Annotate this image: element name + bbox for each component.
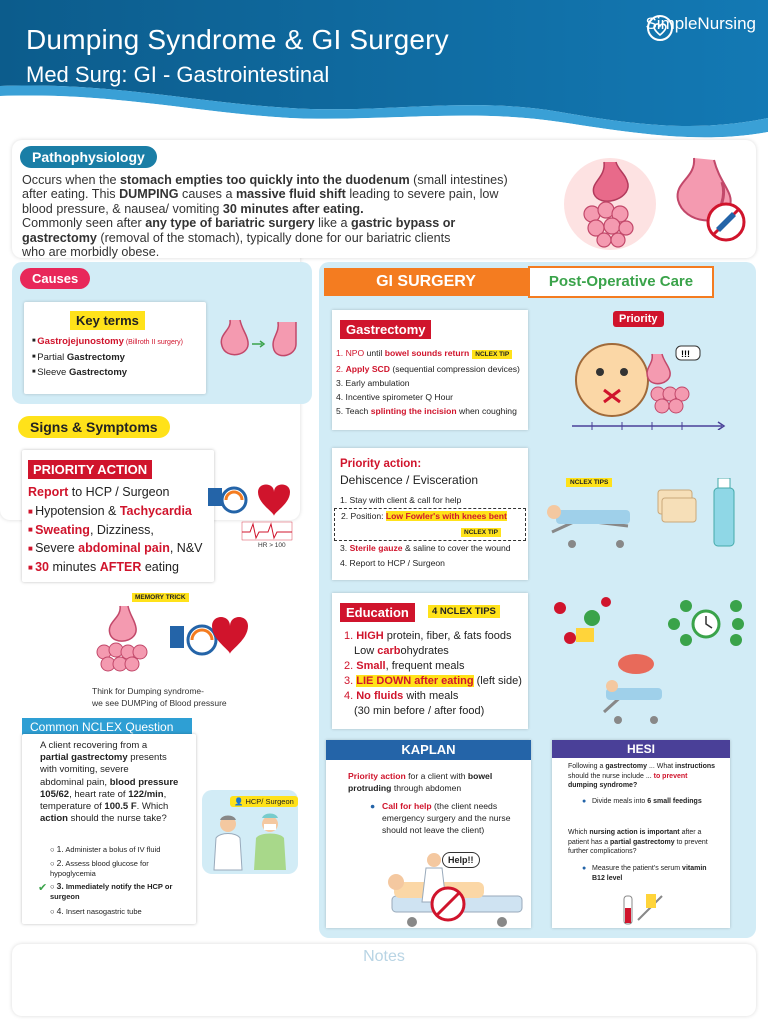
list-item: 3. Early ambulation bbox=[336, 378, 410, 389]
list-item: 4. No fluids with meals bbox=[344, 690, 459, 702]
list-item: ■ Hypotension & Tachycardia bbox=[28, 502, 203, 521]
food-clock-icon bbox=[546, 594, 746, 728]
dehiscence-subtitle: Dehiscence / Evisceration bbox=[340, 473, 479, 487]
symptom-list bbox=[28, 502, 203, 577]
notes-label: Notes bbox=[363, 948, 405, 965]
list-item: ■ Severe abdominal pain, N&V bbox=[28, 539, 203, 558]
brand bbox=[645, 14, 756, 34]
list-item: ■ Sleeve Gastrectomy bbox=[32, 365, 183, 380]
gastrectomy-title: Gastrectomy bbox=[340, 320, 431, 339]
hcp-surgeon-badge: 👤 HCP/ Surgeon bbox=[230, 796, 298, 807]
list-item: 1. Stay with client & call for help bbox=[340, 495, 462, 505]
nclex-question-title: Common NCLEX Question bbox=[22, 718, 192, 736]
dumping-bp-icon bbox=[90, 604, 250, 678]
list-item: Low carbohydrates bbox=[354, 645, 449, 657]
kaplan-card bbox=[326, 740, 531, 928]
hesi-card bbox=[552, 740, 730, 928]
hesi-answer-1: ● Divide meals into 6 small feedings bbox=[582, 798, 702, 805]
key-terms-title: Key terms bbox=[70, 311, 145, 330]
answer-option-2[interactable]: ○ 2. Assess blood glucose for hypoglycemia bbox=[50, 858, 149, 878]
dehiscence-title: Priority action: bbox=[340, 458, 422, 470]
npo-patient-icon bbox=[572, 330, 732, 430]
nclex-tips-badge: 4 NCLEX TIPS bbox=[428, 605, 500, 618]
low-fowler-bed-icon bbox=[542, 478, 742, 550]
list-item: ■ Partial Gastrectomy bbox=[32, 350, 183, 365]
doctors-icon bbox=[206, 812, 294, 872]
heart-logo-icon bbox=[645, 14, 675, 42]
hesi-answer-2: ● Measure the patient's serum vitamin B12 level bbox=[582, 865, 707, 882]
list-item: ■ 30 minutes AFTER eating bbox=[28, 558, 203, 577]
svg-text:!!!: !!! bbox=[681, 349, 690, 359]
page-title: Dumping Syndrome & GI Surgery bbox=[26, 24, 449, 55]
page-subtitle: Med Surg: GI - Gastrointestinal bbox=[26, 62, 330, 87]
causes-title: Causes bbox=[20, 268, 90, 289]
list-item: 1. HIGH protein, fiber, & fats foods bbox=[344, 630, 512, 642]
pathophysiology-title: Pathophysiology bbox=[20, 146, 157, 168]
header bbox=[0, 0, 768, 140]
gastrectomy-card bbox=[332, 310, 528, 430]
memory-trick-text: Think for Dumping syndrome- we see DUMPing of Blood pressure bbox=[92, 686, 227, 708]
list-item: 4. Incentive spirometer Q Hour bbox=[336, 392, 454, 403]
list-item: ■ Gastrojejunostomy (Billroth II surgery) bbox=[32, 334, 183, 350]
kaplan-question: Priority action for a client with bowel protruding through abdomen bbox=[348, 771, 493, 793]
list-item: ■ Sweating, Dizziness, bbox=[28, 521, 203, 540]
stomach-scalpel-icon bbox=[664, 154, 748, 250]
surgery-stomach-icon bbox=[214, 316, 310, 370]
help-speech-bubble: Help!! bbox=[442, 852, 480, 868]
nclex-tip-badge: NCLEX TIP bbox=[472, 350, 512, 359]
report-line: Report to HCP / Surgeon bbox=[28, 485, 170, 499]
answer-option-1[interactable]: ○ 1. Administer a bolus of IV fluid bbox=[50, 844, 161, 854]
list-item: 4. Report to HCP / Surgeon bbox=[340, 558, 445, 568]
kaplan-answer: ● Call for help (the client needs emergency surgery and the nurse should not leave the client) bbox=[370, 801, 511, 835]
priority-action-title: PRIORITY ACTION bbox=[28, 460, 152, 479]
education-card bbox=[332, 593, 528, 729]
kaplan-title: KAPLAN bbox=[326, 740, 531, 760]
list-item: 2. Apply SCD (sequential compression devices) bbox=[336, 364, 520, 375]
list-item: (30 min before / after food) bbox=[354, 705, 485, 717]
priority-action-card bbox=[22, 450, 214, 582]
list-item: 2. Position: Low Fowler's with knees bent NCLEX TIP bbox=[334, 508, 526, 541]
list-item: 3. Sterile gauze & saline to cover the wound bbox=[340, 543, 511, 553]
list-item: 1. NPO until bowel sounds return NCLEX TIP bbox=[336, 346, 520, 362]
brand-name: SimpleNursing bbox=[645, 14, 756, 33]
notes-area[interactable] bbox=[12, 944, 756, 1016]
hesi-question-1: Following a gastrectomy ... What instructions should the nurse include ... to prevent dumping syndrome? bbox=[568, 763, 716, 789]
heart-rate-label: HR > 100 bbox=[258, 542, 286, 549]
blood-vial-icon bbox=[618, 890, 668, 926]
memory-trick-tag: MEMORY TRICK bbox=[132, 593, 189, 602]
key-terms-list bbox=[32, 334, 183, 380]
priority-label: Priority bbox=[613, 311, 664, 327]
post-op-care-title: Post-Operative Care bbox=[528, 266, 714, 298]
gastrectomy-list bbox=[336, 346, 520, 418]
correct-check-icon: ✔ bbox=[38, 882, 48, 894]
dehiscence-card bbox=[332, 448, 528, 580]
hesi-title: HESI bbox=[552, 740, 730, 758]
list-item: 2. Small, frequent meals bbox=[344, 660, 465, 672]
gi-surgery-title: GI SURGERY bbox=[324, 268, 528, 296]
education-list bbox=[344, 629, 522, 719]
nclex-tip-badge: NCLEX TIP bbox=[461, 528, 501, 537]
blood-pressure-heart-icon bbox=[206, 478, 296, 548]
education-title: Education bbox=[340, 603, 415, 622]
answer-option-3[interactable]: ○ 3. Immediately notify the HCP or surgeon bbox=[50, 881, 173, 901]
stomach-intestine-icon bbox=[560, 148, 660, 254]
list-item: 5. Teach splinting the incision when coughing bbox=[336, 406, 517, 417]
hesi-question-2: Which nursing action is important after a patient has a partial gastrectomy to prevent further complications? bbox=[568, 829, 708, 855]
nclex-tips-tag: NCLEX TIPS bbox=[566, 478, 612, 487]
pathophysiology-text: Occurs when the stomach empties too quickly into the duodenum (small intestines) after eating. This DUMPING causes a massive fluid shift leading to severe pain, low blood pressure, & nausea/ vomiting 30 minutes after eating. Commonly seen after any type of bariatric surgery like a gastric bypass or gastrectomy (removal of the stomach), typically done for our bariatric clients who are morbidly obese. bbox=[22, 173, 508, 260]
answer-option-4[interactable]: ○ 4. Insert nasogastric tube bbox=[50, 906, 142, 916]
list-item: 3. LIE DOWN after eating (left side) bbox=[344, 675, 522, 687]
key-terms-card bbox=[24, 302, 206, 394]
nclex-question-card bbox=[22, 734, 196, 924]
pathophysiology-card bbox=[12, 140, 756, 258]
question-text: A client recovering from a partial gastrectomy presents with vomiting, severe abdominal pain, blood pressure 105/62, heart rate of 122/min, temperature of 100.5 F. Which action should the nurse take? bbox=[40, 740, 179, 825]
signs-symptoms-title: Signs & Symptoms bbox=[18, 416, 170, 438]
dehiscence-list bbox=[340, 493, 526, 571]
